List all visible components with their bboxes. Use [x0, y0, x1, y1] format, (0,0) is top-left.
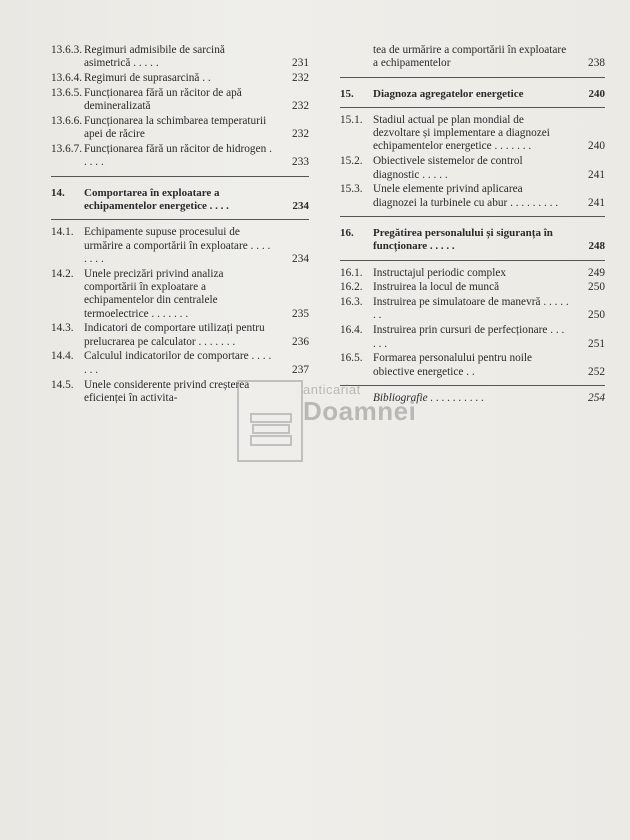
entry-page: 232: [292, 100, 309, 113]
entry-title: Instructajul periodic complex: [373, 266, 507, 279]
divider: [340, 260, 605, 261]
toc-entry: [340, 183, 605, 210]
chapter-title: Pregătirea personalului și siguranța în funcționare . . . . .: [373, 226, 553, 253]
divider: [340, 77, 605, 78]
entry-page: 240: [588, 140, 605, 153]
divider: [340, 216, 605, 217]
entry-page: 236: [292, 335, 309, 348]
entry-title: Funcționarea la schimbarea temperaturii apei de răcire: [84, 114, 267, 141]
toc-entry: [51, 143, 309, 170]
entry-page: 234: [292, 252, 309, 265]
entry-page: 231: [292, 57, 309, 70]
toc-entry: [340, 114, 605, 154]
entry-number: 16.4.: [340, 324, 363, 337]
chapter-page: 240: [588, 87, 605, 100]
toc-entry: [51, 44, 309, 71]
entry-number: 13.6.3.: [51, 44, 83, 56]
toc-entry: [340, 281, 605, 294]
entry-title: Funcționarea fără un răcitor de apă demineralizată: [84, 86, 242, 113]
entry-title: Echipamente supuse procesului de urmărire a comportării în exploatare . . . . . . . .: [84, 226, 271, 265]
entry-number: 13.6.6.: [51, 114, 83, 127]
toc-entry: [340, 324, 605, 351]
entry-title: Unele precizări privind analiza comportării în exploatare a echipamentelor din centralele termoelectrice . . . . . . .: [84, 267, 224, 320]
chapter-page: 248: [588, 240, 605, 253]
toc-entry: [51, 268, 309, 321]
watermark-small-text: anticariat: [303, 382, 361, 397]
entry-title: Formarea personalului pentru noile obiective energetice . .: [373, 352, 533, 378]
entry-page: 249: [588, 266, 605, 279]
entry-number: 14.4.: [51, 350, 74, 363]
entry-title: Instruirea la locul de muncă: [373, 281, 500, 294]
entry-page: 250: [588, 281, 605, 294]
entry-page: 232: [292, 128, 309, 141]
entry-title: Obiectivele sistemelor de control diagnostic . . . . .: [373, 155, 523, 181]
watermark-frame: [237, 380, 303, 462]
entry-title: tea de urmărire a comportării în exploatare a echipamentelor: [373, 44, 567, 70]
entry-number: 13.6.5.: [51, 86, 83, 99]
toc-entry: [51, 322, 309, 349]
chapter-number: 15.: [340, 87, 354, 100]
toc-entry: [51, 226, 309, 266]
toc-entry: [340, 267, 605, 280]
entry-page: 233: [292, 156, 309, 169]
toc-entry: [340, 296, 605, 323]
toc-entry-continued: [340, 44, 605, 71]
entry-title: Regimuri de suprasarcină . .: [84, 72, 211, 85]
entry-title: Regimuri admisibile de sarcină asimetrică . . . . .: [84, 44, 225, 70]
entry-title: Instruirea prin cursuri de perfecționare . . . . . .: [373, 324, 565, 350]
entry-number: 14.3.: [51, 322, 74, 335]
entry-number: 15.3.: [340, 183, 363, 196]
chapter-heading: [340, 227, 605, 254]
entry-number: 13.6.4.: [51, 72, 83, 85]
chapter-heading: [51, 187, 309, 214]
toc-entry: [340, 155, 605, 182]
toc-entry: [51, 72, 309, 85]
bibliography-page: 254: [588, 391, 605, 404]
entry-number: 16.2.: [340, 281, 363, 294]
toc-entry: [51, 87, 309, 114]
entry-number: 16.3.: [340, 296, 363, 309]
chapter-heading: [340, 88, 605, 101]
entry-title: Calculul indicatorilor de comportare . . . . . . .: [84, 350, 272, 376]
chapter-number: 16.: [340, 226, 354, 239]
entry-number: 14.5.: [51, 378, 74, 391]
divider: [51, 176, 309, 177]
bibliography-title: Bibliografie . . . . . . . . . .: [373, 391, 485, 404]
entry-page: 252: [588, 365, 605, 378]
entry-page: 241: [588, 168, 605, 181]
entry-page: 237: [292, 363, 309, 376]
chapter-title: Comportarea în exploatare a echipamentelor energetice . . . .: [84, 186, 229, 212]
entry-title: Funcționarea fără un răcitor de hidrogen . . . . .: [84, 143, 272, 169]
entry-title: Unele considerente privind creșterea eficienței în activita-: [84, 378, 250, 404]
toc-entry: [340, 352, 605, 379]
entry-number: 15.2.: [340, 155, 363, 168]
entry-number: 14.2.: [51, 267, 74, 280]
entry-number: 14.1.: [51, 226, 74, 239]
entry-page: 250: [588, 309, 605, 322]
entry-number: 16.5.: [340, 352, 363, 365]
divider: [51, 219, 309, 220]
entry-page: 232: [292, 72, 309, 85]
entry-page: 251: [588, 337, 605, 350]
entry-page: 241: [588, 196, 605, 209]
entry-number: 15.1.: [340, 113, 363, 126]
books-icon: [249, 412, 293, 448]
toc-entry: [51, 115, 309, 142]
entry-title: Stadiul actual pe plan mondial de dezvoltare și implementare a diagnozei echipamentelor energetice . . . . . . .: [373, 113, 550, 153]
entry-title: Indicatori de comportare utilizați pentru prelucrarea pe calculator . . . . . . .: [84, 322, 265, 348]
entry-page: 235: [292, 307, 309, 320]
watermark-big-text: Doamnei: [303, 396, 417, 426]
watermark-logo: [237, 380, 417, 460]
entry-title: Instruirea pe simulatoare de manevră . . . . . . .: [373, 296, 569, 322]
divider: [340, 107, 605, 108]
entry-number: 16.1.: [340, 266, 363, 279]
chapter-number: 14.: [51, 186, 65, 199]
entry-number: 13.6.7.: [51, 143, 83, 156]
chapter-title: Diagnoza agregatelor energetice: [373, 87, 524, 100]
chapter-page: 234: [292, 199, 309, 212]
toc-entry: [51, 350, 309, 377]
right-column: [340, 44, 605, 407]
entry-title: Unele elemente privind aplicarea diagnozei la turbinele cu abur . . . . . . . . .: [373, 183, 559, 209]
left-column: [51, 44, 309, 407]
entry-page: 238: [588, 57, 605, 70]
